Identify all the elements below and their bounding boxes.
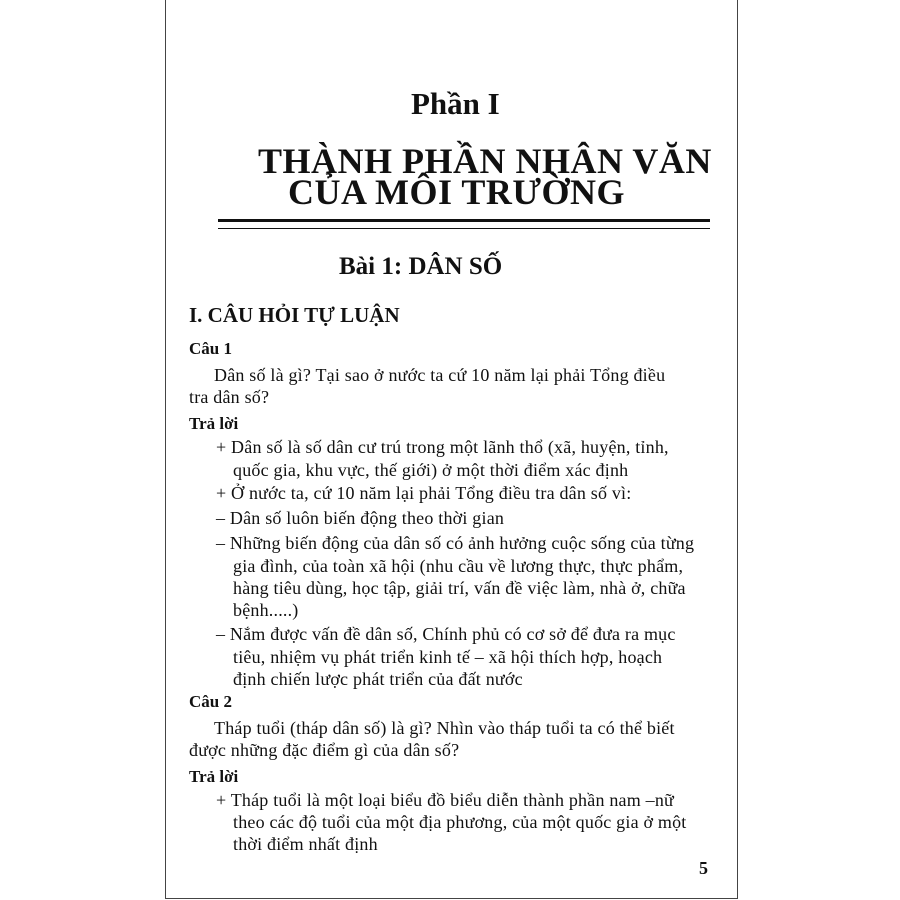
answer-1-line: định chiến lược phát triển của đất nước [233,669,523,689]
answer-1-line: + Ở nước ta, cứ 10 năm lại phải Tổng điều tra dân số vì: [216,483,632,503]
answer-1-line: – Những biến động của dân số có ảnh hưởng cuộc sống của từng [216,533,695,553]
chapter-title-line-2: CỦA MÔI TRƯỜNG [288,172,626,212]
answer-1-line: + Dân số là số dân cư trú trong một lãnh thổ (xã, huyện, tỉnh, [216,437,669,457]
answer-1-line: hàng tiêu dùng, học tập, giải trí, vấn đề việc làm, nhà ở, chữa [233,578,686,598]
lesson-title: Bài 1: DÂN SỐ [339,253,503,280]
question-1-line: Dân số là gì? Tại sao ở nước ta cứ 10 năm lại phải Tổng điều [214,365,666,385]
question-2-label: Câu 2 [189,692,232,711]
answer-1-line: tiêu, nhiệm vụ phát triển kinh tế – xã hội thích hợp, hoạch [233,647,663,667]
title-rule-thin [218,228,710,229]
answer-1-line: – Nắm được vấn đề dân số, Chính phủ có cơ sở để đưa ra mục [216,624,676,644]
part-heading: Phần I [411,86,500,121]
section-heading: I. CÂU HỎI TỰ LUẬN [189,303,400,327]
page-number: 5 [699,858,708,878]
answer-2-line: theo các độ tuổi của một địa phương, của một quốc gia ở một [233,812,687,832]
answer-1-line: gia đình, của toàn xã hội (nhu cầu về lương thực, thực phẩm, [233,556,684,576]
question-2-line: được những đặc điểm gì của dân số? [189,740,460,760]
title-rule-thick [218,219,710,222]
chapter-title-line-1: THÀNH PHẦN NHÂN VĂN [258,141,712,181]
answer-2-line: thời điểm nhất định [233,834,378,854]
question-1-line: tra dân số? [189,387,270,407]
question-2-line: Tháp tuổi (tháp dân số) là gì? Nhìn vào tháp tuổi ta có thể biết [214,718,675,738]
question-1-label: Câu 1 [189,339,232,358]
answer-2-line: + Tháp tuổi là một loại biểu đồ biểu diễn thành phần nam –nữ [216,790,674,810]
answer-2-label: Trả lời [189,767,239,786]
answer-1-line: bệnh.....) [233,600,299,620]
answer-1-label: Trả lời [189,414,239,433]
book-page [165,0,738,899]
answer-1-line: quốc gia, khu vực, thế giới) ở một thời điểm xác định [233,460,629,480]
answer-1-line: – Dân số luôn biến động theo thời gian [216,508,505,528]
